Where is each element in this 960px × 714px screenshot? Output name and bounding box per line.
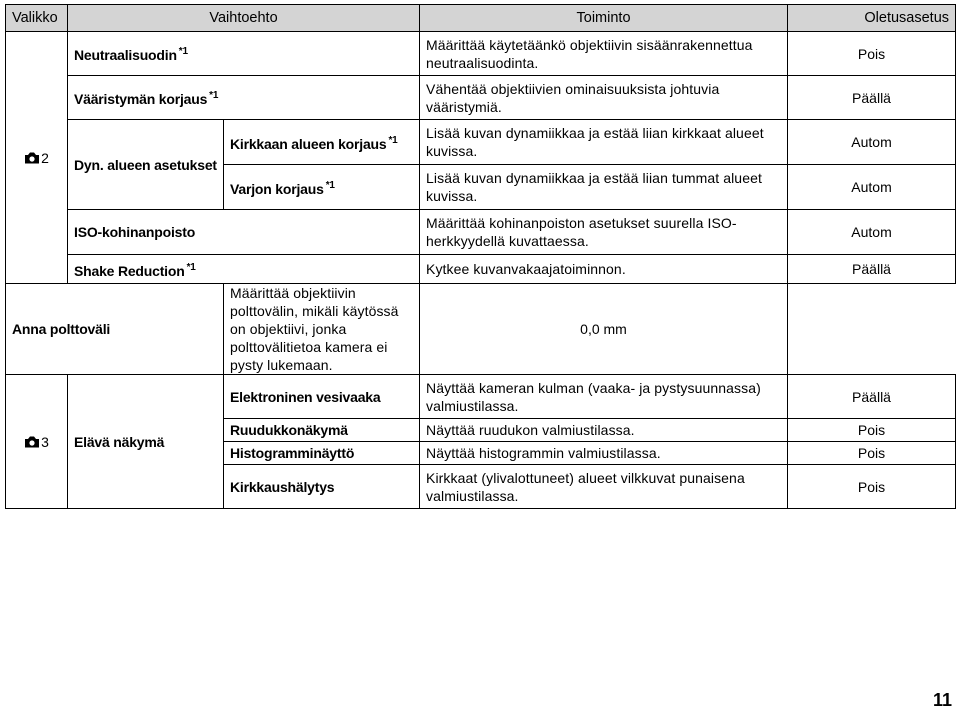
section-2-label: 2 xyxy=(41,149,49,166)
empty-cell xyxy=(224,210,420,255)
camera-tab-icon xyxy=(24,152,40,164)
option-focal-length: Anna polttoväli xyxy=(6,284,224,375)
header-menu: Valikko xyxy=(6,5,68,32)
default-value: Päällä xyxy=(788,255,956,284)
action-text: Lisää kuvan dynamiikkaa ja estää liian kirkkaat alueet kuvissa. xyxy=(420,120,788,165)
action-text: Vähentää objektiivien ominaisuuksista johtuvia vääristymiä. xyxy=(420,76,788,120)
action-text: Lisää kuvan dynamiikkaa ja estää liian tummat alueet kuvissa. xyxy=(420,165,788,210)
option-live-view: Elävä näkymä xyxy=(68,375,224,509)
menu-section-3 xyxy=(6,375,68,509)
option-iso-nr: ISO-kohinanpoisto xyxy=(68,210,224,255)
action-text: Näyttää ruudukon valmiustilassa. xyxy=(420,419,788,442)
suboption-grid: Ruudukkonäkymä xyxy=(224,419,420,442)
suboption-shadow: Varjon korjaus $^{*1}$ xyxy=(224,165,420,210)
default-value: Pois xyxy=(788,465,956,509)
footnote-mark: *1 xyxy=(388,134,398,146)
default-value: Päällä xyxy=(788,76,956,120)
action-text: Kirkkaat (ylivalottuneet) alueet vilkkuvat punaisena valmiustilassa. xyxy=(420,465,788,509)
footnote-mark: *1 xyxy=(209,90,219,101)
page-number: 11 xyxy=(932,690,952,710)
menu-section-2 xyxy=(6,32,68,284)
header-option: Vaihtoehto xyxy=(68,5,420,32)
default-value: Pois xyxy=(788,419,956,442)
settings-table xyxy=(5,4,956,509)
table-row xyxy=(6,32,956,76)
option-shake-reduction: Shake Reduction $^{*1}$ xyxy=(68,255,420,284)
action-text: Määrittää objektiivin polttovälin, mikäli käytössä on objektiivi, jonka polttovälitietoa kamera ei pysty lukemaan. xyxy=(224,284,420,375)
default-value: Autom xyxy=(788,210,956,255)
section-3-label: 3 xyxy=(41,433,49,450)
option-dynamic-range: Dyn. alueen asetukset xyxy=(68,120,224,210)
option-distortion: Vääristymän korjaus $^{*1}$ xyxy=(68,76,420,120)
header-default: Oletusasetus xyxy=(788,5,956,32)
table-row xyxy=(6,255,956,284)
camera-tab-icon xyxy=(24,436,40,448)
default-value: Autom xyxy=(788,165,956,210)
option-neutral-filter: Neutraalisuodin $^{*1}$ xyxy=(68,32,420,76)
table-row xyxy=(6,284,956,375)
table-header-row xyxy=(6,5,956,32)
footnote-mark: *1 xyxy=(186,261,196,273)
header-action: Toiminto xyxy=(420,5,788,32)
default-value: Pois xyxy=(788,32,956,76)
suboption-highlight: Kirkkaan alueen korjaus $^{*1}$ xyxy=(224,120,420,165)
table-row xyxy=(6,210,956,255)
default-value: Päällä xyxy=(788,375,956,419)
action-text: Määrittää kohinanpoiston asetukset suurella ISO-herkkyydellä kuvattaessa. xyxy=(420,210,788,255)
default-value: 0,0 mm xyxy=(420,284,788,375)
action-text: Näyttää kameran kulman (vaaka- ja pystysuunnassa) valmiustilassa. xyxy=(420,375,788,419)
footnote-mark: *1 xyxy=(178,46,188,57)
action-text: Kytkee kuvanvakaajatoiminnon. xyxy=(420,255,788,284)
action-text: Määrittää käytetäänkö objektiivin sisäänrakennettua neutraalisuodinta. xyxy=(420,32,788,76)
default-value: Autom xyxy=(788,120,956,165)
table-row xyxy=(6,120,956,165)
footnote-mark: *1 xyxy=(325,179,335,191)
suboption-highlight-alert: Kirkkaushälytys xyxy=(224,465,420,509)
table-row xyxy=(6,76,956,120)
action-text: Näyttää histogrammin valmiustilassa. xyxy=(420,442,788,465)
default-value: Pois xyxy=(788,442,956,465)
suboption-histogram: Histogramminäyttö xyxy=(224,442,420,465)
table-row xyxy=(6,375,956,419)
suboption-level: Elektroninen vesivaaka xyxy=(224,375,420,419)
